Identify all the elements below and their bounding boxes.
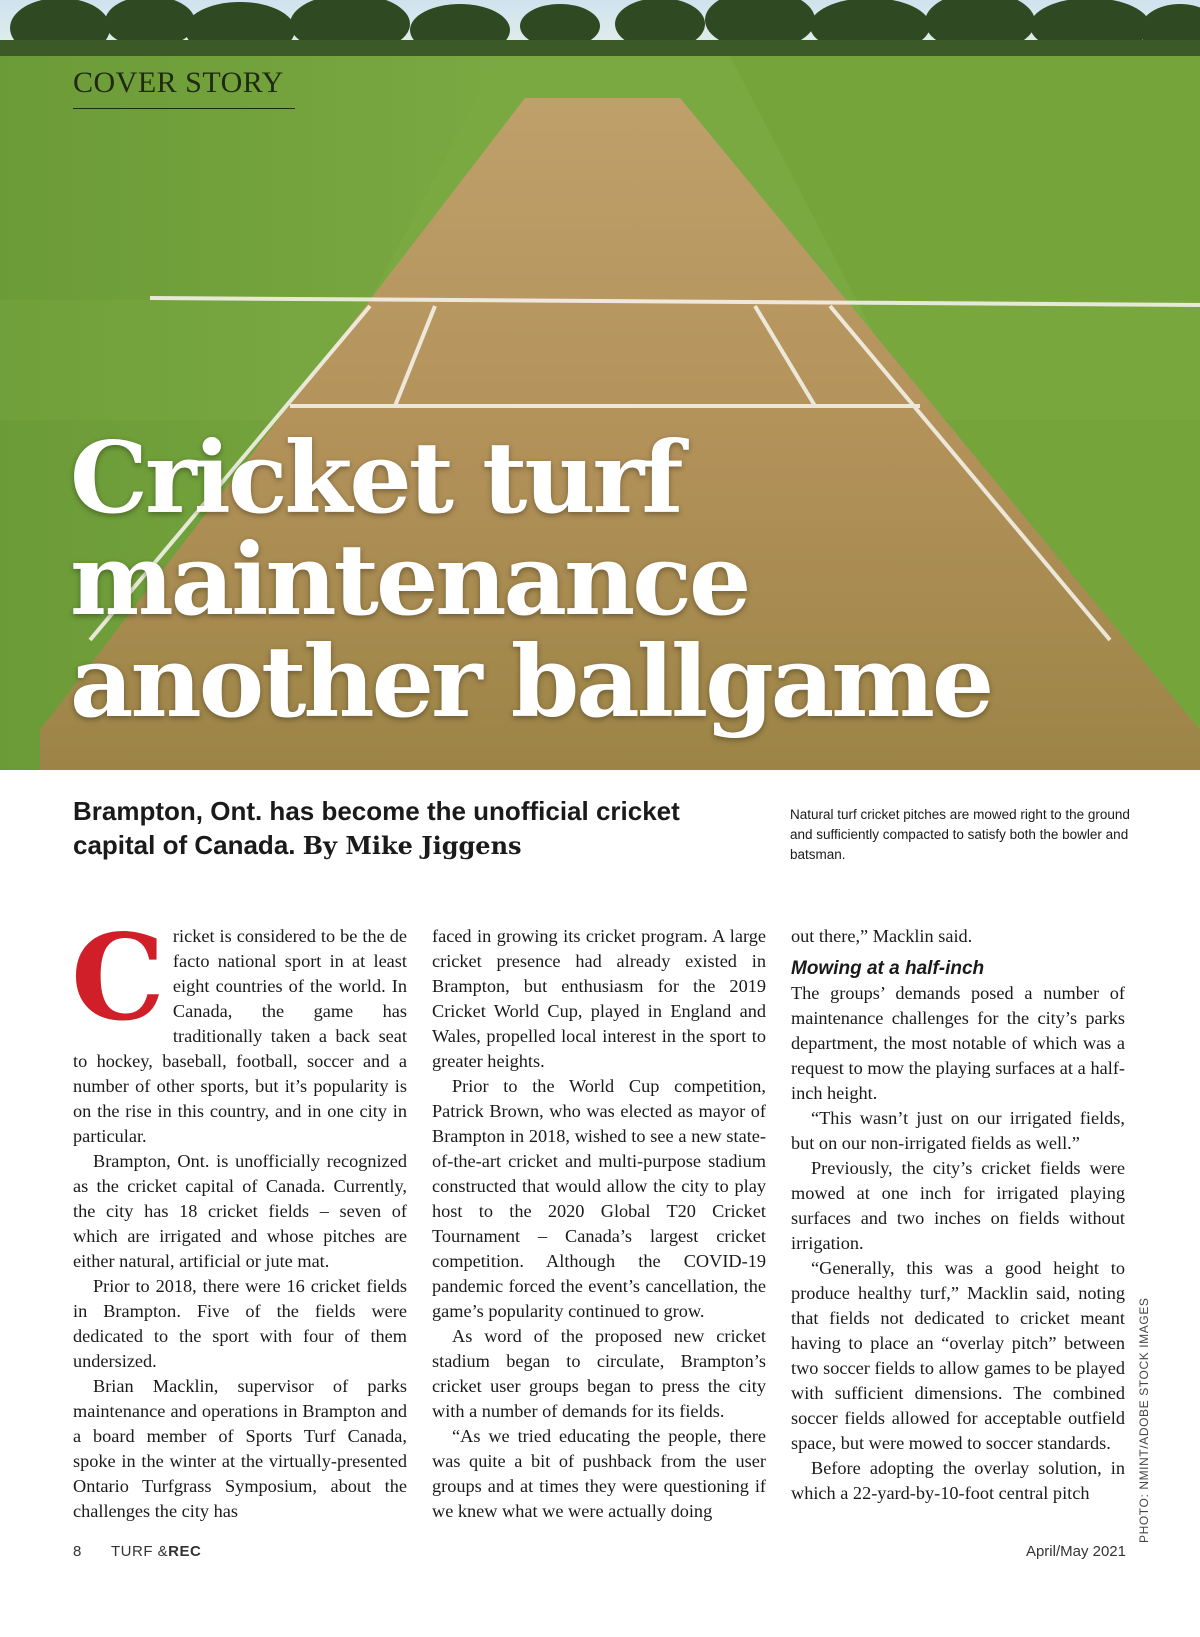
article-column-2 bbox=[432, 924, 766, 1524]
paragraph: Brampton, Ont. is unofficially recognized as the cricket capital of Canada. Currently, the city has 18 cricket fields – seven of which are irrigated and whose pitches are either natural, artificial or jute mat. bbox=[73, 1151, 407, 1271]
paragraph: Prior to 2018, there were 16 cricket fields in Brampton. Five of the fields were dedicated to the sport with four of them undersized. bbox=[73, 1276, 407, 1371]
paragraph: Before adopting the overlay solution, in which a 22-yard-by-10-foot central pitch bbox=[791, 1458, 1125, 1503]
paragraph: “This wasn’t just on our irrigated fields, but on our non-irrigated fields as well.” bbox=[791, 1108, 1125, 1153]
paragraph: As word of the proposed new cricket stadium began to circulate, Brampton’s cricket user groups began to press the city with a number of demands for its fields. bbox=[432, 1326, 766, 1421]
page-number: 8 bbox=[73, 1543, 82, 1560]
byline: By Mike Jiggens bbox=[302, 831, 522, 860]
paragraph: Previously, the city’s cricket fields were mowed at one inch for irrigated playing surfaces and two inches on fields without irrigation. bbox=[791, 1158, 1125, 1253]
drop-cap: C bbox=[71, 908, 165, 1047]
magazine-name-right: REC bbox=[168, 1543, 202, 1560]
article-column-3 bbox=[791, 924, 1125, 1506]
headline-line: another ballgame bbox=[70, 625, 992, 740]
paragraph-text: ricket is considered to be the de facto national sport in at least eight countries of the world. In Canada, the game has traditionally taken a back seat to hockey, baseball, football, soccer and a number of other sports, but it’s popularity is on the rise in this country, and in one city in particular. bbox=[73, 926, 407, 1146]
photo-credit: PHOTO: NMINT/ADOBE STOCK IMAGES bbox=[1137, 1297, 1151, 1543]
paragraph: The groups’ demands posed a number of maintenance challenges for the city’s parks department, the most notable of which was a request to mow the playing surfaces at a half-inch height. bbox=[791, 983, 1125, 1103]
page-footer bbox=[0, 1543, 1200, 1567]
headline-line: Cricket turf bbox=[70, 421, 681, 536]
deck-text: Brampton, Ont. has become the unofficial cricket capital of Canada. bbox=[73, 796, 680, 860]
subhead: Mowing at a half-inch bbox=[791, 958, 985, 979]
issue-date: April/May 2021 bbox=[1025, 1543, 1126, 1560]
photo-caption: Natural turf cricket pitches are mowed right to the ground and sufficiently compacted to satisfy both the bowler and batsman. bbox=[790, 807, 1130, 862]
paragraph bbox=[71, 908, 407, 1149]
magazine-name bbox=[111, 1543, 201, 1560]
headline bbox=[70, 421, 1150, 740]
paragraph: faced in growing its cricket program. A large cricket presence had already existed in Brampton, but enthusiasm for the 2019 Cricket World Cup, played in England and Wales, propelled local interest in the sport to greater heights. bbox=[432, 926, 766, 1071]
paragraph: “As we tried educating the people, there was quite a bit of pushback from the user groups and at times they were questioning if we knew what we were actually doing bbox=[432, 1426, 766, 1521]
paragraph: Brian Macklin, supervisor of parks maintenance and operations in Brampton and a board member of Sports Turf Canada, spoke in the winter at the virtually-presented Ontario Turfgrass Symposium, about the challenges the city has bbox=[73, 1376, 407, 1521]
article-column-1 bbox=[71, 908, 407, 1524]
paragraph: out there,” Macklin said. bbox=[791, 926, 973, 946]
section-label: COVER STORY bbox=[73, 66, 295, 109]
deck bbox=[73, 794, 733, 863]
headline-line: maintenance bbox=[70, 523, 749, 638]
paragraph: Prior to the World Cup competition, Patrick Brown, who was elected as mayor of Brampton in 2018, wished to see a new state-of-the-art cricket and multi-purpose stadium constructed that would allow the city to play host to the 2020 Global T20 Cricket Tournament – Canada’s largest cricket competition. Although the COVID-19 pandemic forced the event’s cancellation, the game’s popularity continued to grow. bbox=[432, 1076, 766, 1321]
paragraph: “Generally, this was a good height to produce healthy turf,” Macklin said, noting that fields not dedicated to cricket meant having to place an “overlay pitch” between two soccer fields to allow games to be played with sufficient dimensions. The combined soccer fields allowed for acceptable outfield space, but were mowed to soccer standards. bbox=[791, 1258, 1125, 1453]
magazine-name-left: TURF & bbox=[111, 1543, 169, 1560]
hero-photo bbox=[0, 0, 1200, 770]
